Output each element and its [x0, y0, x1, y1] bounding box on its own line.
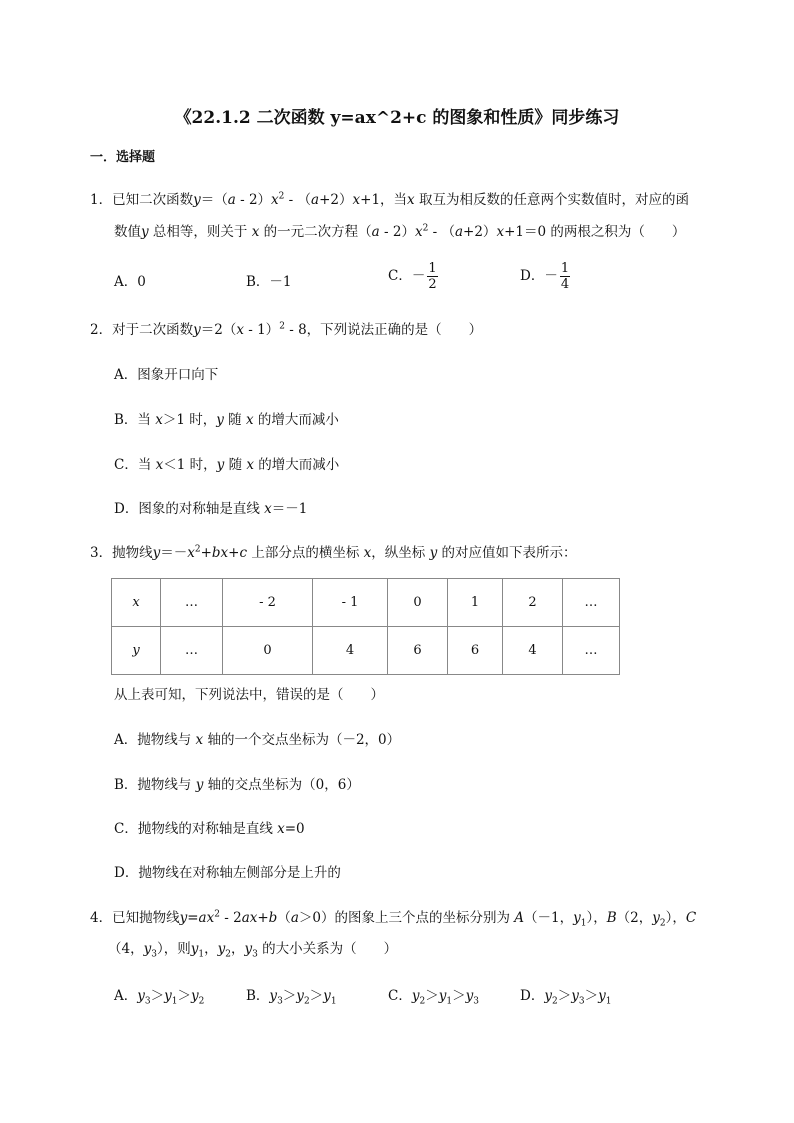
q2-option-a: A．图象开口向下 — [114, 367, 219, 383]
q1-option-c: C．－ $\frac{1}{2}$ — [388, 261, 437, 292]
q1-option-b: B．－1 — [246, 274, 292, 290]
section-heading: 一．选择题 — [90, 150, 156, 165]
q2-option-c: C．当 x＜1 时，y 随 x 的增大而减小 — [114, 457, 340, 473]
q4-option-a: A．$y_3>y_1>y_2$ — [114, 988, 205, 1007]
table-cell: … — [563, 579, 620, 627]
table-cell: - 1 — [313, 579, 388, 627]
table-cell: 2 — [503, 579, 563, 627]
value-table — [111, 578, 620, 675]
table-cell: 4 — [503, 627, 563, 675]
table-cell: 0 — [388, 579, 448, 627]
table-cell: 6 — [448, 627, 503, 675]
q4-stem-line2: （4，$y_3$），则$y_1$，$y_2$，$y_3$ 的大小关系为（ ） — [108, 941, 398, 960]
q4-option-c: C．$y_2>y_1>y_3$ — [388, 988, 479, 1007]
q1-stem-line2: 数值y 总相等，则关于 x 的一元二次方程$(a - 2)x^2 - (a+2)x+1=0$ 的两根之积为（ ） — [114, 223, 686, 240]
q1-option-a: A．0 — [114, 274, 146, 290]
table-cell: … — [161, 627, 223, 675]
table-cell: … — [563, 627, 620, 675]
table-cell: 0 — [223, 627, 313, 675]
q4-stem-line1: 4．已知抛物线$y=ax^2 - 2ax+b(a>0)$的图象上三个点的坐标分别为 A（－1，$y_1$），B（2，$y_2$），C — [90, 909, 697, 929]
q2-option-d: D．图象的对称轴是直线 x＝－1 — [114, 501, 308, 517]
table-row — [112, 627, 620, 675]
page-title: 《22.1.2 二次函数 y=ax^2+c 的图象和性质》同步练习 — [174, 108, 620, 128]
q3-option-b: B．抛物线与 y 轴的交点坐标为（0，6） — [114, 777, 360, 793]
q4-option-d: D．$y_2>y_3>y_1$ — [520, 988, 612, 1007]
q2-option-b: B．当 x＞1 时，y 随 x 的增大而减小 — [114, 412, 339, 428]
q4-option-b: B．$y_3>y_2>y_1$ — [246, 988, 337, 1007]
table-cell: - 2 — [223, 579, 313, 627]
table-cell: 6 — [388, 627, 448, 675]
q1-option-d: D．－ $\frac{1}{4}$ — [520, 261, 570, 292]
table-cell: 1 — [448, 579, 503, 627]
table-cell: y — [112, 627, 161, 675]
q3-option-c: C．抛物线的对称轴是直线 x=0 — [114, 821, 305, 837]
q3-table-followup: 从上表可知，下列说法中，错误的是（ ） — [114, 687, 384, 703]
q3-stem: 3．抛物线$y=-x^2+bx+c$ 上部分点的横坐标 x，纵坐标 y 的对应值如下表所示： — [90, 544, 577, 561]
q3-option-d: D．抛物线在对称轴左侧部分是上升的 — [114, 865, 341, 881]
table-cell: x — [112, 579, 161, 627]
table-row — [112, 579, 620, 627]
table-cell: 4 — [313, 627, 388, 675]
table-cell: … — [161, 579, 223, 627]
q3-option-a: A．抛物线与 x 轴的一个交点坐标为（－2，0） — [114, 732, 401, 748]
q2-stem: 2．对于二次函数y＝2（x - 1）$^2$ - 8，下列说法正确的是（ ） — [90, 321, 483, 338]
q1-stem-line1: 1．已知二次函数$y=(a - 2)x^2 - (a+2)x+1$，当x 取互为相反数的任意两个实数值时，对应的函 — [90, 191, 689, 208]
